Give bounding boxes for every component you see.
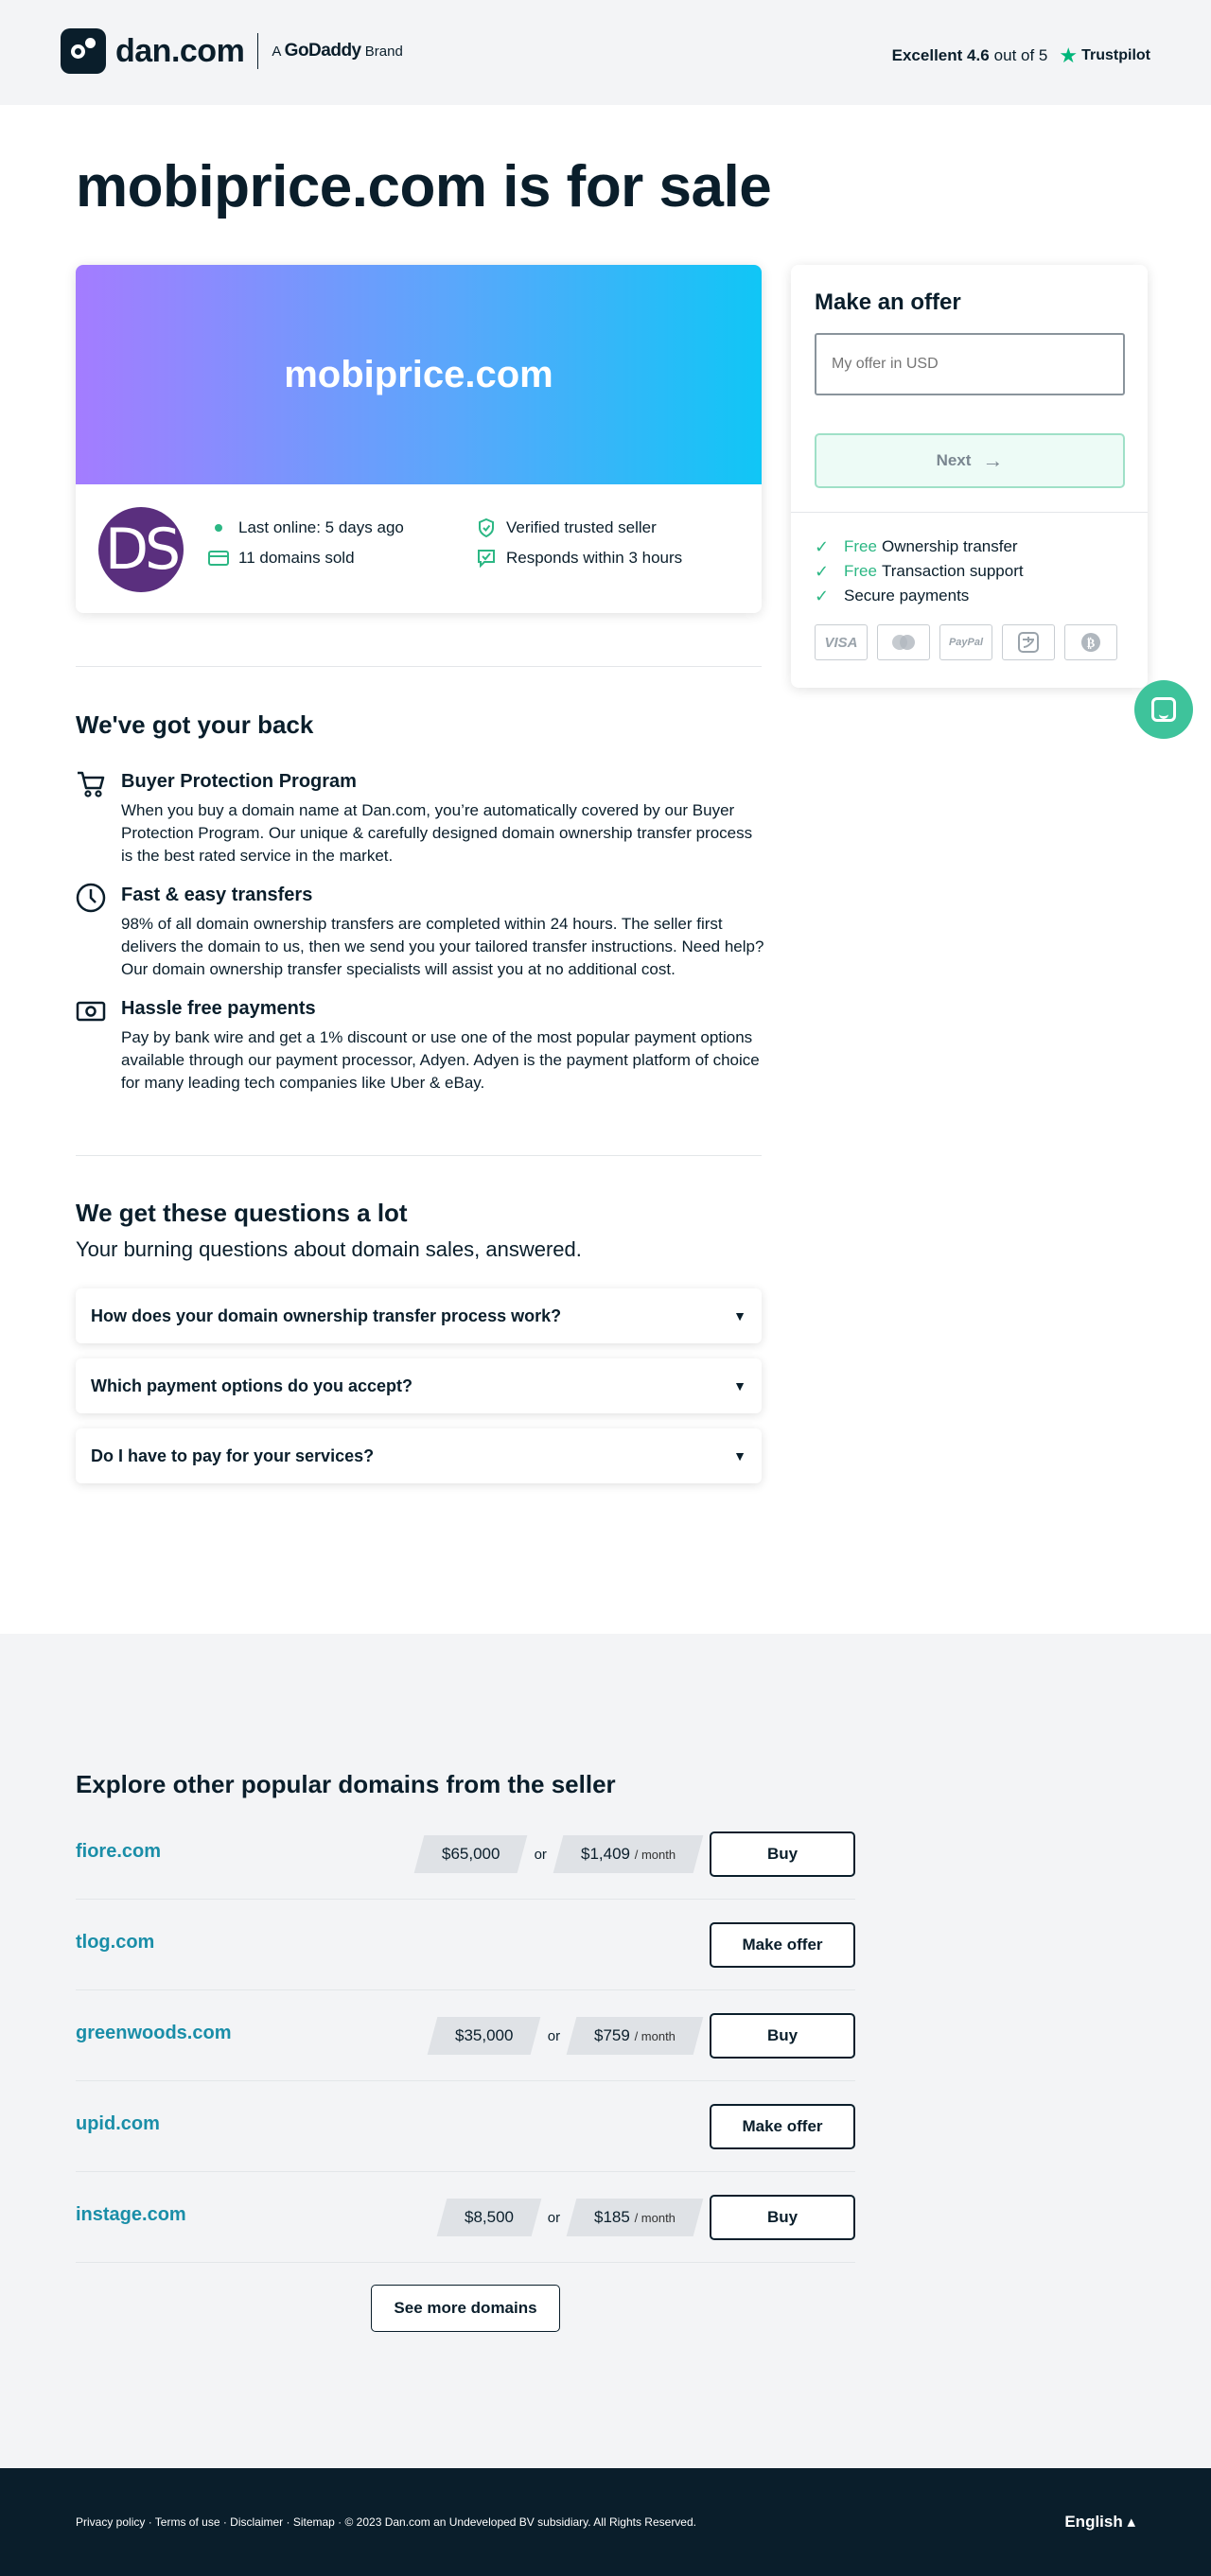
chat-button[interactable] (1134, 680, 1193, 739)
domain-link[interactable]: fiore.com (76, 1841, 162, 1862)
explore-title: Explore other popular domains from the seller (76, 1770, 616, 1798)
domain-row (76, 2081, 855, 2172)
alipay-icon (1002, 624, 1055, 660)
feature-text: When you buy a domain name at Dan.com, you’re automatically covered by our Buyer Protection Program. Our unique & carefully designed domain ownership transfer process is the best rated service in the market. (121, 801, 753, 865)
back-section-title: We've got your back (76, 710, 314, 739)
arrow-right-icon: → (982, 448, 1004, 472)
page-title (76, 151, 771, 223)
price-tag: $8,500 (436, 2199, 541, 2236)
chevron-down-icon: ▼ (733, 1448, 746, 1463)
title-domain: mobiprice.com (76, 154, 487, 219)
dan-logo[interactable] (61, 28, 403, 74)
feature-title: Hassle free payments (121, 998, 316, 1019)
brand-prefix: A (272, 44, 281, 60)
seller-avatar: DS (98, 507, 184, 592)
last-online (208, 518, 476, 537)
online-dot-icon (208, 524, 229, 532)
make-offer-button[interactable]: Make offer (710, 2104, 855, 2149)
paypal-icon: PayPal (939, 624, 992, 660)
next-button[interactable] (815, 433, 1125, 488)
chevron-down-icon: ▼ (733, 1308, 746, 1323)
feature-text: Pay by bank wire and get a 1% discount or use one of the most popular payment options available through our payment processor, Adyen. Adyen is the payment platform of choice for many leading tech companies like Uber & eBay. (121, 1028, 760, 1092)
trustpilot-name: Trustpilot (1081, 47, 1150, 63)
site-header (0, 0, 1211, 105)
domain-card (76, 265, 762, 613)
check-icon: ✓ (815, 586, 830, 605)
cash-icon (76, 996, 106, 1026)
domain-row (76, 1990, 855, 2081)
response-time (476, 549, 760, 568)
feature-title: Buyer Protection Program (121, 771, 357, 792)
domain-link[interactable]: tlog.com (76, 1932, 155, 1953)
offer-input[interactable] (815, 333, 1125, 395)
verified-seller (476, 518, 760, 537)
last-online-text: Last online: 5 days ago (238, 518, 404, 536)
offer-box (791, 265, 1148, 688)
chevron-down-icon: ▼ (733, 1378, 746, 1393)
domain-actions (698, 1922, 855, 1968)
domain-actions (442, 2195, 855, 2240)
offer-divider (791, 512, 1148, 513)
price-tag: $35,000 (428, 2017, 541, 2055)
check-icon: ✓ (815, 561, 830, 581)
trustpilot-rating[interactable] (892, 44, 1150, 68)
godaddy-brand (272, 41, 403, 61)
benefit-text: Secure payments (844, 587, 970, 605)
payment-methods (815, 624, 1117, 660)
domains-sold-text: 11 domains sold (238, 549, 355, 567)
faq-item[interactable] (76, 1358, 762, 1413)
chat-icon (1151, 697, 1176, 722)
mastercard-icon (877, 624, 930, 660)
site-footer (0, 2468, 1211, 2576)
section-divider (76, 666, 762, 667)
next-label: Next (936, 451, 972, 469)
bitcoin-icon (1064, 624, 1117, 660)
trustpilot-star-icon: ★ (1059, 44, 1079, 67)
svg-text:₿: ₿ (1086, 637, 1096, 651)
brand-name: GoDaddy (284, 41, 361, 61)
domain-actions (432, 2013, 855, 2059)
dan-logo-icon (61, 28, 106, 74)
domain-row (76, 1809, 855, 1900)
rating-label: Excellent 4.6 (891, 46, 990, 64)
clock-icon (76, 883, 106, 913)
title-suffix: is for sale (502, 154, 772, 219)
or-label: or (534, 1846, 547, 1863)
seller-info (208, 518, 760, 568)
logo-text: dan.com (115, 32, 245, 69)
faq-question: Which payment options do you accept? (91, 1376, 413, 1395)
footer-links[interactable]: Privacy policy · Terms of use · Disclaimer · Sitemap · © 2023 Dan.com an Undeveloped BV subsidiary. All Rights Reserved. (76, 2515, 696, 2529)
buy-button[interactable]: Buy (710, 2013, 855, 2059)
faq-item[interactable] (76, 1428, 762, 1483)
see-more-button[interactable]: See more domains (371, 2285, 560, 2332)
explore-section (0, 1634, 1211, 2468)
benefit-free: Free (844, 562, 877, 580)
visa-icon: VISA (815, 624, 868, 660)
logo-divider (257, 33, 258, 69)
feature-text: 98% of all domain ownership transfers are completed within 24 hours. The seller first delivers the domain to us, then we send you your tailored transfer instructions. Need help? Our domain ownership transfer specialists will assist you at no additional cost. (121, 915, 764, 978)
shield-check-icon (476, 518, 497, 537)
language-selector[interactable]: English ▴ (1064, 2513, 1135, 2531)
benefit-item (815, 559, 1024, 584)
faq-question: Do I have to pay for your services? (91, 1446, 375, 1465)
domain-actions (419, 1831, 855, 1877)
benefits-list (815, 534, 1024, 608)
benefit-item (815, 534, 1024, 559)
domain-link[interactable]: upid.com (76, 2113, 160, 2134)
make-offer-button[interactable]: Make offer (710, 1922, 855, 1968)
monthly-price-tag: $759 / month (567, 2017, 704, 2055)
card-icon (208, 550, 229, 567)
benefit-text: Ownership transfer (881, 537, 1018, 555)
domains-sold (208, 549, 476, 568)
check-icon: ✓ (815, 536, 830, 556)
verified-text: Verified trusted seller (506, 518, 657, 536)
benefit-free: Free (844, 537, 877, 555)
or-label: or (547, 2027, 561, 2044)
responds-text: Responds within 3 hours (506, 549, 683, 567)
faq-question: How does your domain ownership transfer process work? (91, 1306, 562, 1325)
domain-link[interactable]: instage.com (76, 2204, 186, 2225)
buy-button[interactable]: Buy (710, 1831, 855, 1877)
domain-row (76, 2172, 855, 2263)
domain-actions (698, 2104, 855, 2149)
section-divider (76, 1155, 762, 1156)
benefit-text: Transaction support (881, 562, 1024, 580)
monthly-price-tag: $185 / month (567, 2199, 704, 2236)
faq-title: We get these questions a lot (76, 1199, 408, 1227)
buy-button[interactable]: Buy (710, 2195, 855, 2240)
rating-suffix: out of 5 (993, 46, 1048, 64)
price-tag: $65,000 (414, 1835, 528, 1873)
domain-row (76, 1900, 855, 1990)
faq-item[interactable] (76, 1288, 762, 1343)
chat-check-icon (476, 549, 497, 568)
domain-banner: mobiprice.com (76, 265, 762, 484)
brand-suffix: Brand (364, 44, 403, 60)
cart-icon (76, 769, 106, 799)
faq-subtitle: Your burning questions about domain sales, answered. (76, 1237, 582, 1261)
feature-title: Fast & easy transfers (121, 885, 313, 905)
offer-title: Make an offer (815, 289, 961, 315)
benefit-item (815, 584, 1024, 608)
domain-link[interactable]: greenwoods.com (76, 2023, 232, 2043)
monthly-price-tag: $1,409 / month (553, 1835, 704, 1873)
or-label: or (547, 2209, 561, 2226)
